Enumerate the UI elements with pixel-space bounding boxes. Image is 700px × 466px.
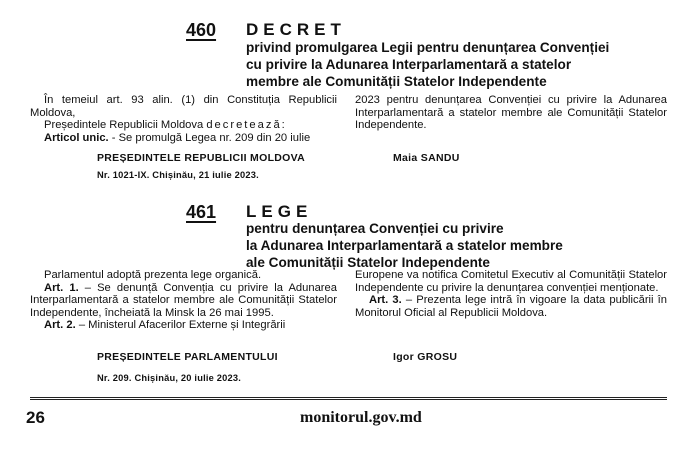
law-title — [246, 220, 676, 271]
decree-title — [246, 39, 676, 90]
law-number: 461 — [186, 202, 217, 222]
decree-reference: Nr. 1021-IX. Chișinău, 21 iulie 2023. — [97, 170, 259, 180]
decree-signature-title: PREȘEDINTELE REPUBLICII MOLDOVA — [97, 152, 306, 164]
law-right-column — [355, 269, 667, 319]
footer-site: monitorul.gov.md — [300, 409, 422, 426]
decree-title-line: privind promulgarea Legii pentru denunțarea Convenției — [246, 40, 610, 55]
decree-left-column — [30, 94, 337, 144]
decree-signature-name: Maia SANDU — [393, 152, 460, 164]
page-number: 26 — [26, 408, 45, 427]
law-article-2-label: Art. 2. — [44, 319, 76, 332]
decree-right-text: 2023 pentru denunțarea Convenției cu privire la Adunarea Interparlamentară a statelor membre ale Comunității Statelor Independente. — [355, 94, 667, 132]
decree-preamble: În temeiul art. 93 alin. (1) din Constituția Republicii Moldova, — [30, 94, 337, 119]
law-article-3-label: Art. 3. — [369, 294, 402, 307]
law-article-1-text: – Se denunță Convenția cu privire la Adunarea Interparlamentară a statelor membre ale Comunității Statelor Independente, încheiată la Minsk la 26 mai 1995. — [30, 281, 337, 319]
footer-rule — [30, 397, 667, 398]
law-article-3 — [355, 294, 667, 319]
law-title-line: ale Comunității Statelor Independente — [246, 255, 490, 270]
law-signature-name: Igor GROSU — [393, 351, 458, 363]
decree-decrees-word: decretează: — [206, 119, 287, 132]
law-article-2-text: – Ministerul Afacerilor Externe și Integrării — [75, 319, 286, 332]
law-heading: LEGE — [246, 202, 313, 221]
law-signature-title: PREȘEDINTELE PARLAMENTULUI — [97, 351, 278, 363]
footer-rule — [30, 399, 667, 400]
decree-title-line: cu privire la Adunarea Interparlamentară a statelor — [246, 57, 572, 72]
decree-president-text: Președintele Republicii Moldova — [44, 119, 207, 132]
law-article-2-continuation: Europene va notifica Comitetul Executiv al Comunității Statelor Independente cu privire la denunțarea convenției menționate. — [355, 269, 667, 294]
decree-article-text: - Se promulgă Legea nr. 209 din 20 iulie — [108, 131, 311, 144]
decree-article — [30, 132, 337, 145]
decree-decrees-line — [30, 119, 337, 132]
decree-title-line: membre ale Comunității Statelor Independente — [246, 74, 547, 89]
decree-heading: DECRET — [246, 20, 346, 39]
law-reference: Nr. 209. Chișinău, 20 iulie 2023. — [97, 373, 242, 383]
decree-article-label: Articol unic. — [44, 131, 109, 144]
decree-right-column — [355, 94, 667, 132]
law-article-1-label: Art. 1. — [44, 281, 79, 294]
law-article-3-text: – Prezenta lege intră în vigoare la data publicării în Monitorul Oficial al Republicii Moldova. — [355, 294, 667, 319]
decree-number: 460 — [186, 20, 217, 40]
law-left-column — [30, 269, 337, 332]
law-title-line: pentru denunțarea Convenției cu privire — [246, 221, 504, 236]
law-article-2 — [30, 319, 337, 332]
law-intro: Parlamentul adoptă prezenta lege organică. — [44, 269, 262, 281]
law-title-line: la Adunarea Interparlamentară a statelor membre — [246, 238, 563, 253]
law-article-1 — [30, 282, 337, 320]
